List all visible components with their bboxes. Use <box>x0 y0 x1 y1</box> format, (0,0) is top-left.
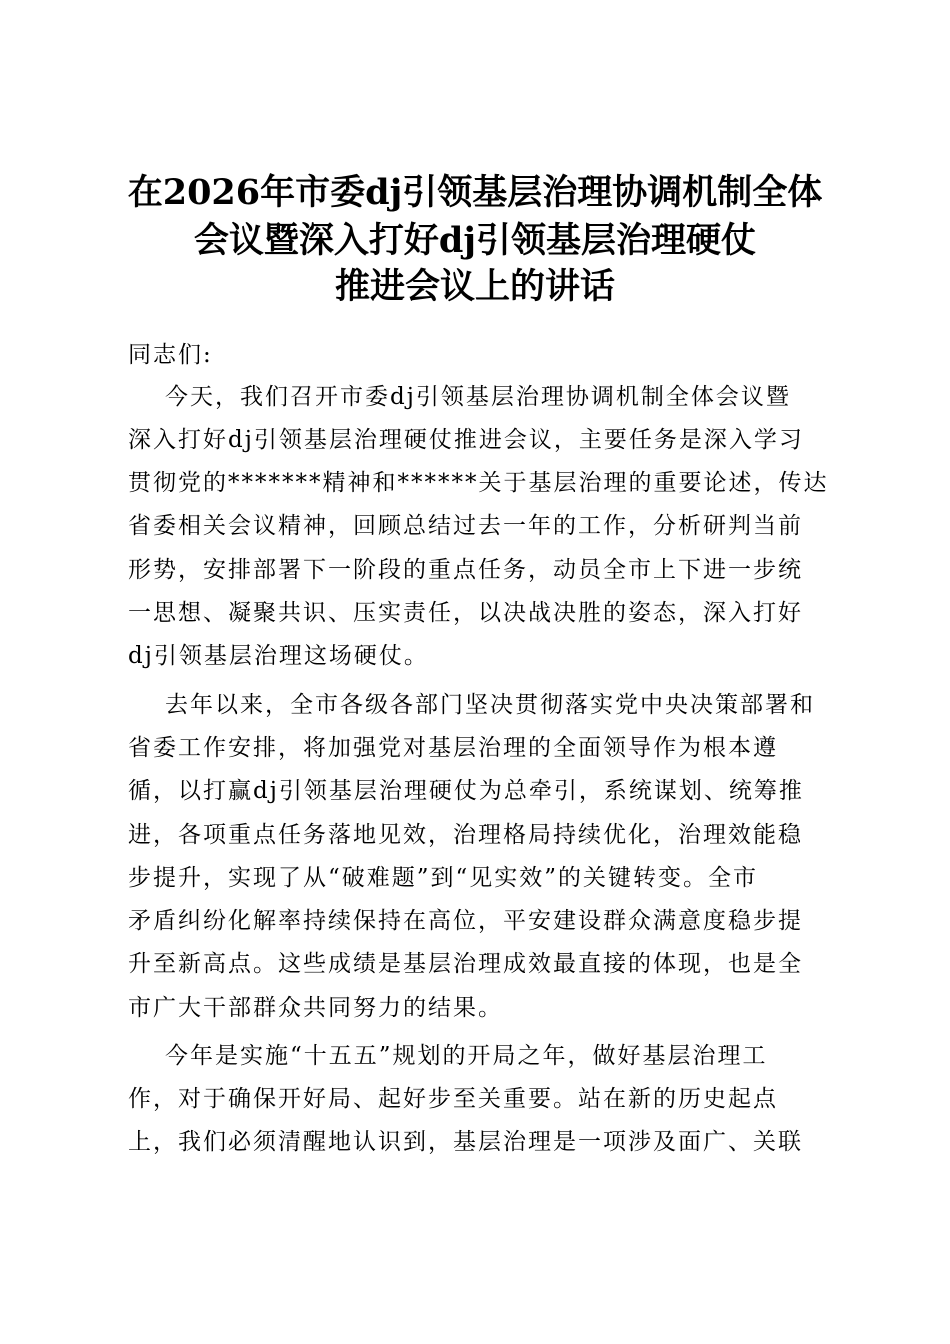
paragraph-line: 形势，安排部署下一阶段的重点任务，动员全市上下进一步统 <box>128 557 803 583</box>
paragraph-line: 省委相关会议精神，回顾总结过去一年的工作，分析研判当前 <box>128 513 803 539</box>
paragraph-line: 一思想、凝聚共识、压实责任，以决战决胜的姿态，深入打好 <box>128 600 803 626</box>
document-title-line-1: 在2026年市委dj引领基层治理协调机制全体 <box>127 172 823 213</box>
document-title-line-3: 推进会议上的讲话 <box>334 266 615 307</box>
paragraph-line: 贯彻党的*******精神和******关于基层治理的重要论述，传达 <box>128 470 829 496</box>
paragraph-line: 作，对于确保开好局、起好步至关重要。站在新的历史起点 <box>128 1086 778 1112</box>
paragraph-line: dj引领基层治理这场硬仗。 <box>128 643 429 669</box>
paragraph-line: 市广大干部群众共同努力的结果。 <box>128 995 503 1021</box>
salutation: 同志们: <box>128 342 213 368</box>
paragraph-line: 步提升，实现了从“破难题”到“见实效”的关键转变。全市 <box>128 865 759 891</box>
paragraph-line: 进，各项重点任务落地见效，治理格局持续优化，治理效能稳 <box>128 822 803 848</box>
paragraph-line: 今年是实施“十五五”规划的开局之年，做好基层治理工 <box>165 1043 768 1069</box>
paragraph-line: 上，我们必须清醒地认识到，基层治理是一项涉及面广、关联 <box>128 1129 803 1155</box>
paragraph-line: 去年以来，全市各级各部门坚决贯彻落实党中央决策部署和 <box>165 692 815 718</box>
paragraph-line: 深入打好dj引领基层治理硬仗推进会议，主要任务是深入学习 <box>128 427 804 453</box>
paragraph-line: 升至新高点。这些成绩是基层治理成效最直接的体现，也是全 <box>128 951 803 977</box>
paragraph-line: 省委工作安排，将加强党对基层治理的全面领导作为根本遵 <box>128 735 778 761</box>
paragraph-line: 矛盾纠纷化解率持续保持在高位，平安建设群众满意度稳步提 <box>128 908 803 934</box>
paragraph-line: 循，以打赢dj引领基层治理硬仗为总牵引，系统谋划、统筹推 <box>128 778 804 804</box>
document-title-line-2: 会议暨深入打好dj引领基层治理硬仗 <box>193 220 757 261</box>
paragraph-line: 今天，我们召开市委dj引领基层治理协调机制全体会议暨 <box>165 384 791 410</box>
